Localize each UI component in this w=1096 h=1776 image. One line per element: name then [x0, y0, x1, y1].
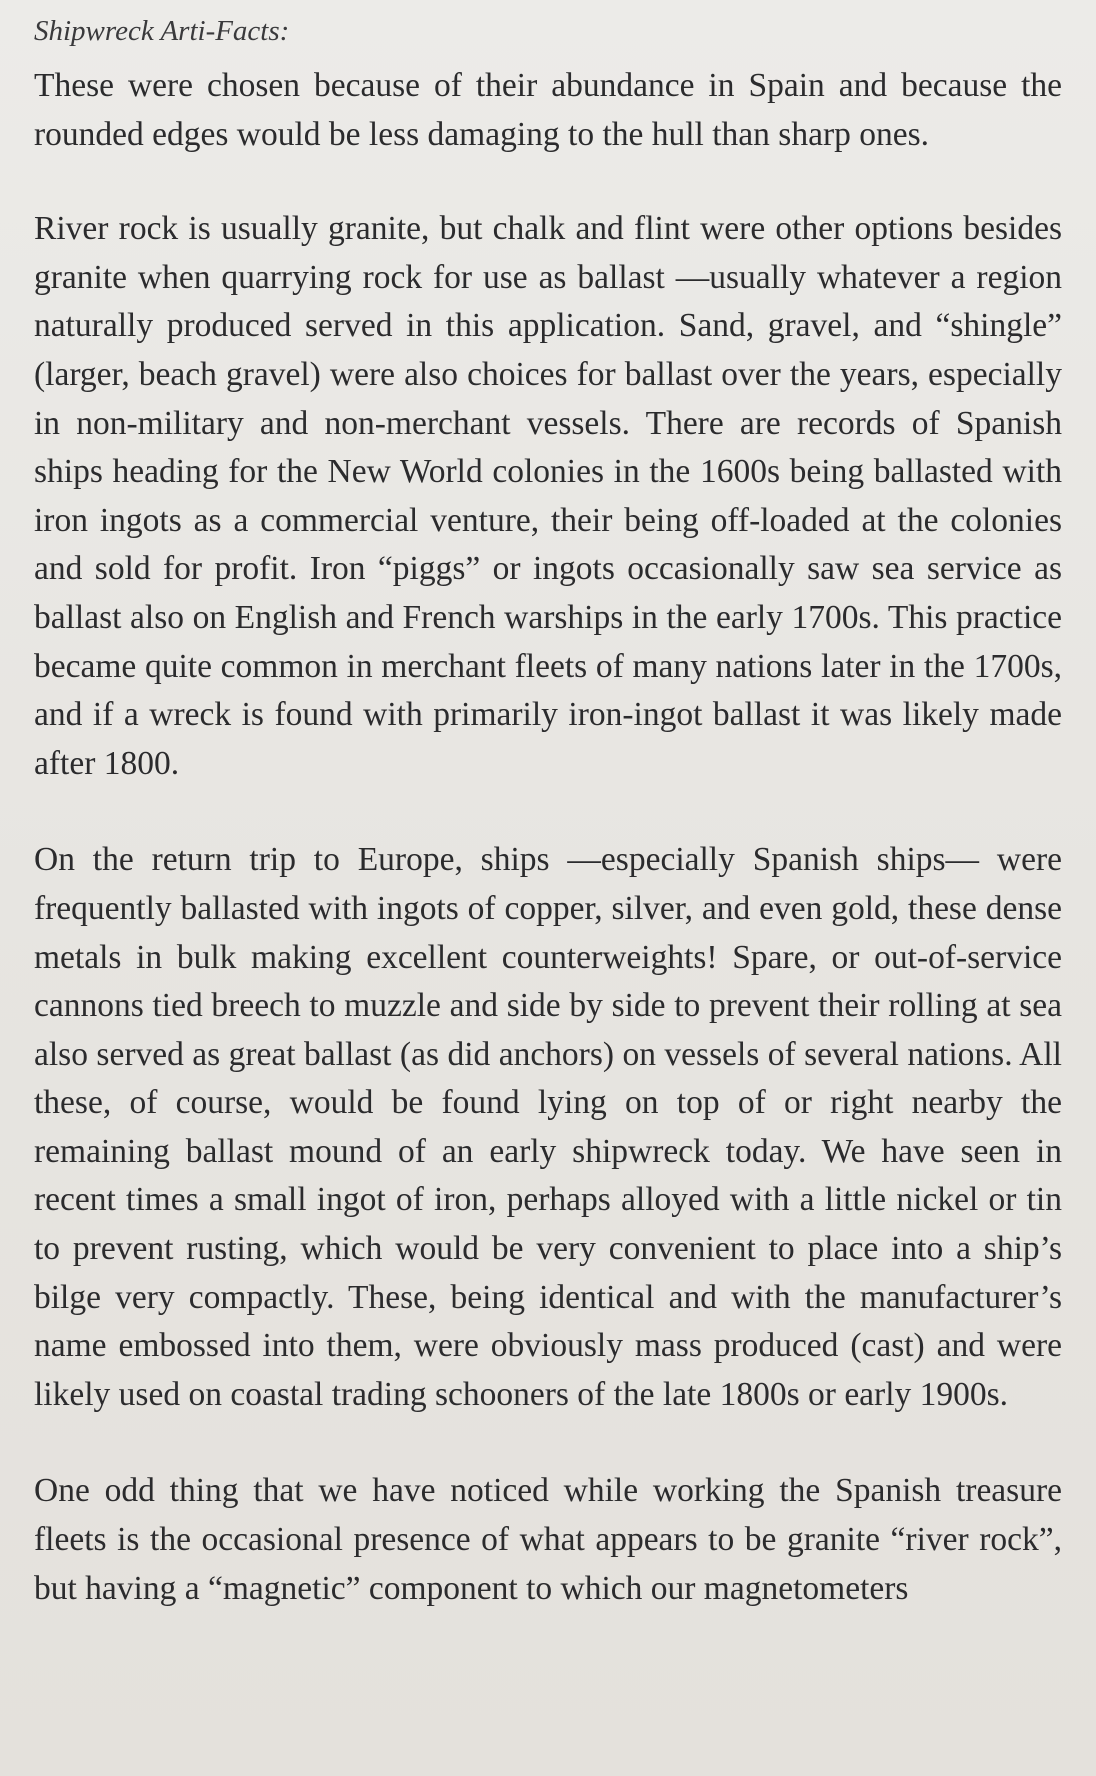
running-head: Shipwreck Arti-Facts: — [34, 15, 290, 47]
paragraph-ballast-choice: These were chosen because of their abundance in Spain and because the rounded edges would be less damaging to the hull than sharp ones. — [34, 67, 1062, 153]
paragraph-odd-thing: One odd thing that we have noticed while working the Spanish treasure fleets is the occasional presence of what appears to be granite “river rock”, but having a “magnetic” component to which our magnetometers — [34, 1472, 1062, 1607]
paragraph-river-rock: River rock is usually granite, but chalk and flint were other options besides granite when quarrying rock for use as ballast —usually whatever a region naturally produced served in this application. Sand, gravel, and “shingle” (larger, beach gravel) were also choices for ballast over the years, especially in non-military and non-merchant vessels. There are records of Spanish ships heading for the New World colonies in the 1600s being ballasted with iron ingots as a commercial venture, their being off-loaded at the colonies and sold for profit. Iron “piggs” or ingots occasionally saw sea service as ballast also on English and French warships in the early 1700s. This practice became quite common in merchant fleets of many nations later in the 1700s, and if a wreck is found with primarily iron-ingot ballast it was likely made after 1800. — [34, 210, 1062, 782]
paragraph-return-trip: On the return trip to Europe, ships —especially Spanish ships— were frequently ballasted with ingots of copper, silver, and even gold, these dense metals in bulk making excellent counterweights! Spare, or out-of-service cannons tied breech to muzzle and side by side to prevent their rolling at sea also served as great ballast (as did anchors) on vessels of several nations. All these, of course, would be found lying on top of or right nearby the remaining ballast mound of an early shipwreck today. We have seen in recent times a small ingot of iron, perhaps alloyed with a little nickel or tin to prevent rusting, which would be very convenient to place into a ship’s bilge very compactly. These, being identical and with the manufacturer’s name embossed into them, were obviously mass produced (cast) and were likely used on coastal trading schooners of the late 1800s or early 1900s. — [34, 841, 1062, 1413]
